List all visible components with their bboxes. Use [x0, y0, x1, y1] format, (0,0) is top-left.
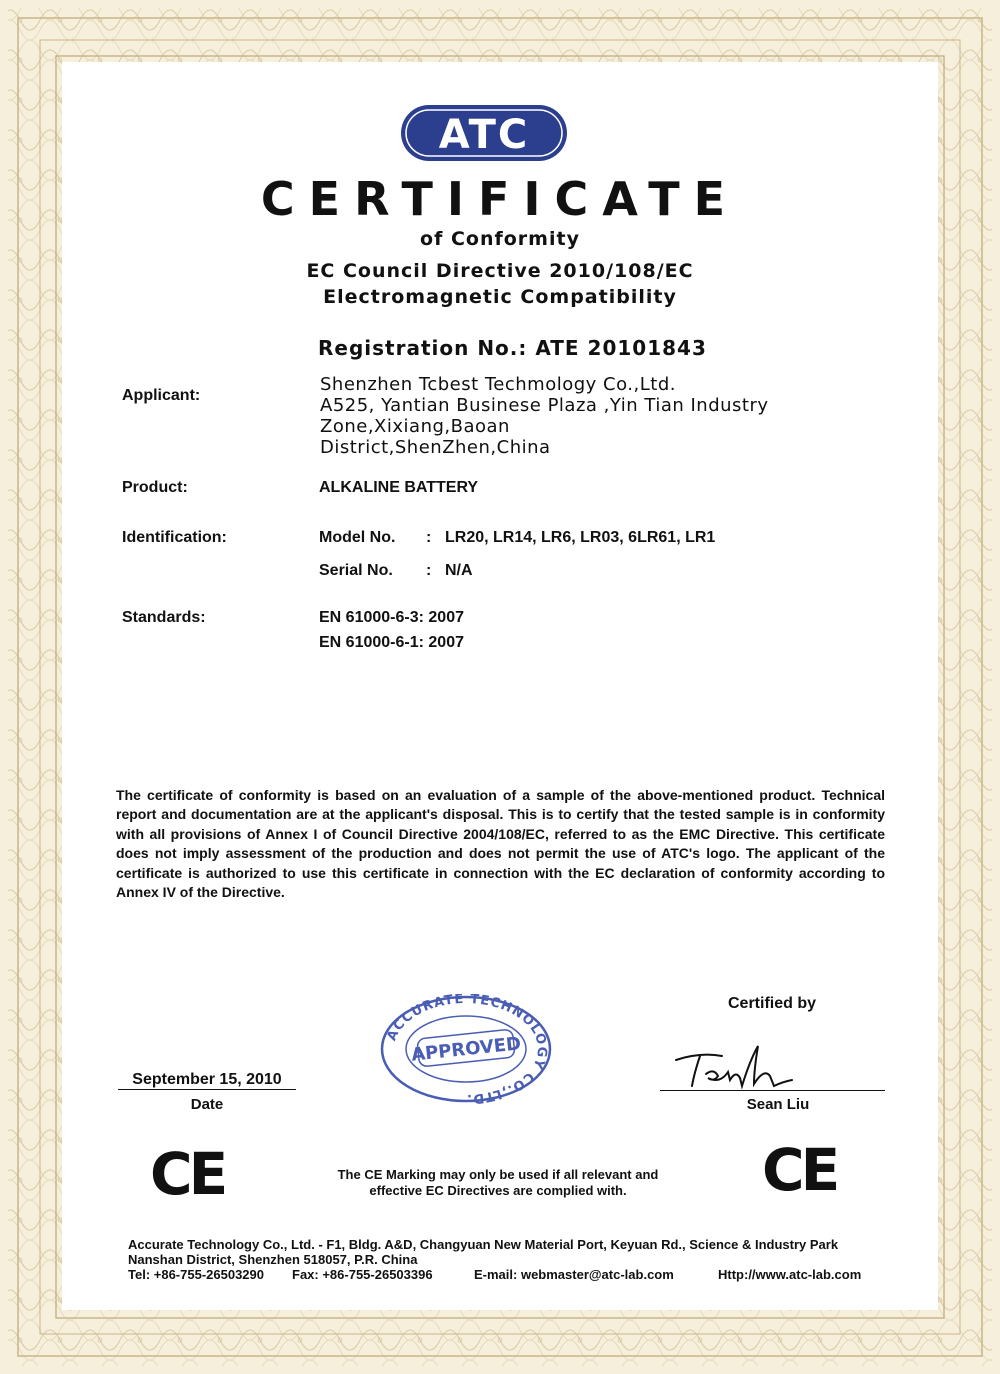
applicant-label: Applicant:: [122, 387, 201, 404]
signature-rule: [660, 1090, 885, 1091]
footer-email[interactable]: E-mail: webmaster@atc-lab.com: [474, 1267, 674, 1282]
date-label: Date: [190, 1096, 224, 1113]
stamp-center-text: APPROVED: [410, 1033, 523, 1066]
applicant-line: District,ShenZhen,China: [320, 437, 551, 458]
standard-item: EN 61000-6-3: 2007: [319, 609, 464, 626]
footer-address-1: Accurate Technology Co., Ltd. - F1, Bldg. A&D, Changyuan New Material Port, Keyuan Rd., Science & Industry Park: [128, 1237, 839, 1252]
applicant-line: Zone,Xixiang,Baoan: [320, 416, 510, 437]
atc-logo-text: ATC: [438, 112, 530, 158]
model-value: LR20, LR14, LR6, LR03, 6LR61, LR1: [445, 529, 716, 546]
conformity-statement: The certificate of conformity is based on an evaluation of a sample of the above-mentioned product. Technical report and documentation are at the applicant's disposal. This is to certify that the tested sample is in conformity with all provisions of Annex I of Council Directive 2004/108/EC, referred to as the EMC Directive. This certificate does not imply assessment of the production and does not permit the use of ATC's logo. The applicant of the certificate is authorized to use this certificate in connection with the EC declaration of conformity according to Annex IV of the Directive.: [116, 787, 885, 901]
model-separator: :: [426, 529, 432, 546]
applicant-address: [320, 374, 790, 458]
stamp-ring-text: ACCURATE TECHNOLOGY CO.,LTD.: [384, 994, 550, 1104]
certified-by-label: Certified by: [728, 995, 817, 1012]
ce-mark-right: CE: [762, 1136, 837, 1204]
product-value: ALKALINE BATTERY: [319, 479, 479, 496]
approved-stamp: [378, 994, 554, 1104]
footer-website[interactable]: Http://www.atc-lab.com: [718, 1267, 862, 1282]
certificate-title: CERTIFICATE: [260, 172, 740, 226]
footer-tel: Tel: +86-755-26503290: [128, 1267, 264, 1282]
footer-fax: Fax: +86-755-26503396: [292, 1267, 433, 1282]
product-label: Product:: [122, 479, 188, 496]
atc-logo: [400, 104, 568, 162]
identification-label: Identification:: [122, 529, 227, 546]
signer-name: Sean Liu: [746, 1096, 810, 1113]
directive: EC Council Directive 2010/108/EC: [306, 260, 694, 282]
serial-value: N/A: [445, 562, 473, 579]
issue-date: September 15, 2010: [132, 1071, 282, 1088]
model-label: Model No.: [319, 529, 396, 546]
footer-address-2: Nanshan District, Shenzhen 518057, P.R. China: [128, 1252, 418, 1267]
applicant-line: Shenzhen Tcbest Techmology Co.,Ltd.: [320, 374, 676, 395]
serial-separator: :: [426, 562, 432, 579]
ce-marking-note: The CE Marking may only be used if all relevant and effective EC Directives are complied with.: [337, 1167, 659, 1198]
scope: Electromagnetic Compatibility: [323, 286, 677, 308]
subtitle: of Conformity: [420, 228, 580, 250]
ce-mark-left: CE: [150, 1140, 225, 1208]
date-rule: [118, 1089, 296, 1090]
applicant-line: A525, Yantian Businese Plaza ,Yin Tian Industry: [320, 395, 769, 416]
signature: [670, 1040, 810, 1092]
serial-label: Serial No.: [319, 562, 393, 579]
registration-number: Registration No.: ATE 20101843: [318, 336, 707, 360]
standard-item: EN 61000-6-1: 2007: [319, 634, 464, 651]
standards-label: Standards:: [122, 609, 206, 626]
